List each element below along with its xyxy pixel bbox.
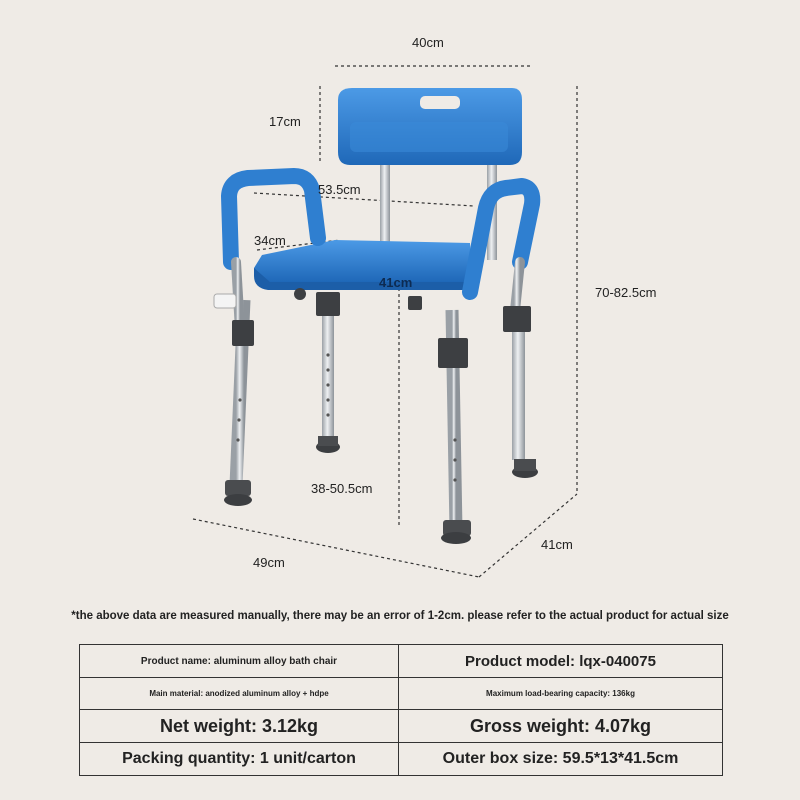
front-left-foot [224, 494, 252, 506]
dim-footprint-depth: 41cm [541, 537, 573, 552]
dim-backrest-width: 40cm [412, 35, 444, 50]
dim-footprint-width: 49cm [253, 555, 285, 570]
packing-quantity-cell: Packing quantity: 1 unit/carton [80, 743, 399, 776]
measurement-disclaimer: *the above data are measured manually, there may be an error of 1-2cm. please refer to the actual product for actual size [71, 610, 729, 622]
table-row [80, 743, 723, 776]
max-load-cell: Maximum load-bearing capacity: 136kg [399, 678, 723, 710]
table-row [80, 710, 723, 743]
front-legs [224, 300, 471, 544]
back-right-leg [512, 320, 525, 460]
dim-backrest-height: 17cm [269, 114, 301, 129]
table-row [80, 678, 723, 710]
leg-brackets [232, 288, 531, 368]
shower-holder-clip [214, 294, 236, 308]
dim-line-armrest-width [254, 193, 474, 206]
backrest-handle-hole [420, 96, 460, 109]
backrest-post-left [380, 160, 390, 245]
spec-table [79, 644, 723, 776]
dim-seat-height: 38-50.5cm [311, 481, 373, 496]
seat [254, 240, 472, 290]
front-right-foot [441, 532, 471, 544]
backrest [338, 88, 522, 165]
front-left-foot-cap [225, 480, 251, 496]
outer-box-size-cell: Outer box size: 59.5*13*41.5cm [399, 743, 723, 776]
product-name-cell: Product name: aluminum alloy bath chair [80, 645, 399, 678]
product-model-cell: Product model: lqx-040075 [399, 645, 723, 678]
dim-seat-depth: 34cm [254, 233, 286, 248]
dim-line-footprint-depth [479, 494, 577, 577]
dim-armrest-width: 53.5cm [318, 182, 361, 197]
table-row [80, 645, 723, 678]
gross-weight-cell: Gross weight: 4.07kg [399, 710, 723, 743]
main-material-cell: Main material: anodized aluminum alloy + hdpe [80, 678, 399, 710]
dim-total-height: 70-82.5cm [595, 285, 657, 300]
net-weight-cell: Net weight: 3.12kg [80, 710, 399, 743]
dim-seat-width: 41cm [379, 275, 413, 290]
dim-line-footprint-width [193, 519, 479, 577]
